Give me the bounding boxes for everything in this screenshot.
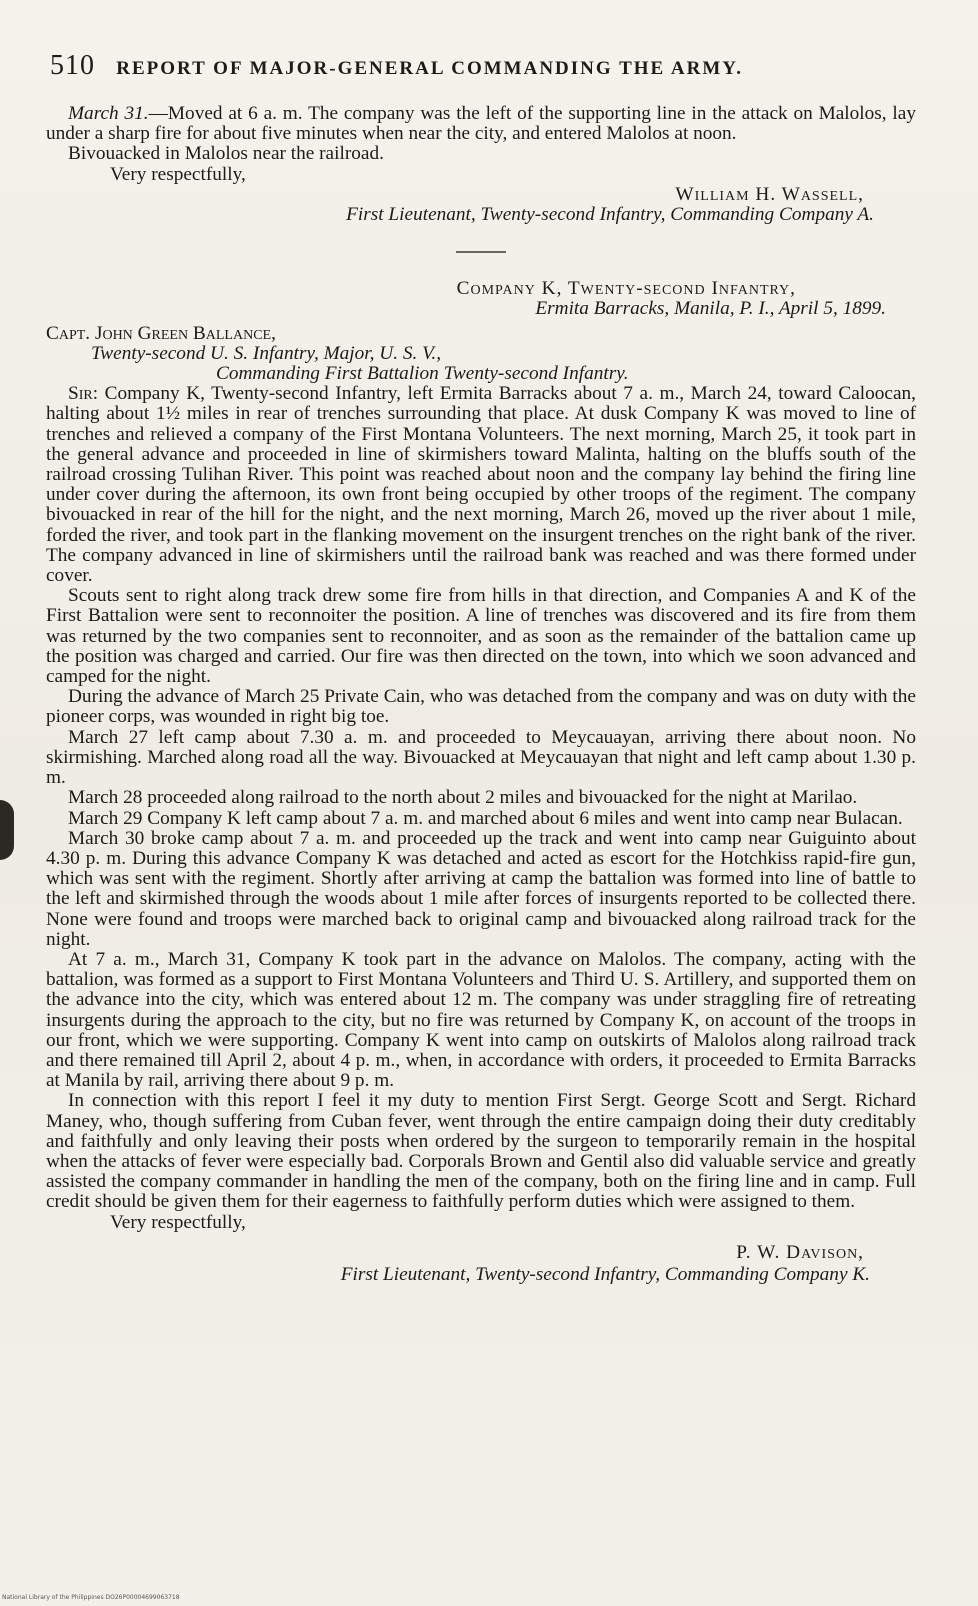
report-k-paragraph-9: In connection with this report I feel it my duty to mention First Sergt. George Scott and Sergt. Richard Maney, who, though suffering from Cuban fever, went through the entire campaign doing their duty creditably and faithfully and only leaving their posts when ordered by the surgeon to temporarily remain in the hospital when the attacks of fever were especially bad. Corporals Brown and Gentil also did valuable service and greatly assisted the company commander in handling the men of the company, both on the firing line and in camp. Full credit should be given them for their eagerness to faithfully perform duties which were assigned to them.: [46, 1090, 916, 1213]
report-a-signature: William H. Wassell,: [675, 183, 864, 205]
report-a-text-1: —Moved at 6 a. m. The company was the left of the supporting line in the attack on Malolos, lay under a sharp fire for about five minutes when near the city, and entered Malolos at noon.: [46, 103, 916, 145]
report-k-signature: P. W. Davison,: [736, 1241, 864, 1263]
page-body: [46, 104, 916, 1285]
addressee-name: Capt. John Green Ballance,: [46, 322, 276, 344]
report-a-paragraph-1: [46, 104, 916, 144]
running-title: REPORT OF MAJOR-GENERAL COMMANDING THE ARMY.: [116, 58, 743, 79]
binding-shadow: [0, 800, 14, 860]
report-k-heading-place: Ermita Barracks, Manila, P. I., April 5, 1899.: [535, 298, 886, 320]
report-k-paragraph-5: March 28 proceeded along railroad to the north about 2 miles and bivouacked for the night at Marilao.: [68, 787, 858, 809]
section-divider: [456, 251, 506, 253]
report-k-closing: Very respectfully,: [110, 1211, 246, 1233]
page-header: [50, 50, 910, 82]
report-k-paragraph-1: [46, 384, 916, 586]
report-k-paragraph-3: During the advance of March 25 Private Cain, who was detached from the company and was on duty with the pioneer corps, was wounded in right big toe.: [46, 686, 916, 728]
report-a-date: March 31.: [68, 103, 149, 124]
scan-footer: National Library of the Philippines DO26P00004699063718: [2, 1594, 180, 1601]
addressee-line-2: Twenty-second U. S. Infantry, Major, U. S. V.,: [91, 342, 442, 364]
report-k-paragraph-7: March 30 broke camp about 7 a. m. and proceeded up the track and went into camp near Guiguinto about 4.30 p. m. During this advance Company K was detached and acted as escort for the Hotchkiss rapid-fire gun, which was sent with the regiment. Shortly after arriving at camp the battalion was formed into line of battle to the left and skirmished through the woods about 1 mile after forces of insurgents reported to be collected there. None were found and troops were marched back to original camp and bivouacked along railroad track for the night.: [46, 827, 916, 950]
page-number: 510: [50, 50, 95, 81]
salutation: Sir:: [68, 383, 99, 405]
report-k-signer-title: First Lieutenant, Twenty-second Infantry, Commanding Company K.: [340, 1263, 870, 1285]
report-k-paragraph-4: March 27 left camp about 7.30 a. m. and proceeded to Meycauayan, arriving there about noon. No skirmishing. Marched along road all the way. Bivouacked at Meycauayan that night and left camp about 1.30 p. m.: [46, 726, 916, 789]
report-k-paragraph-2: Scouts sent to right along track drew some fire from hills in that direction, and Companies A and K of the First Battalion were sent to reconnoiter the position. A line of trenches was discovered and its fire from them was returned by the two companies sent to reconnoiter, and as soon as the remainder of the battalion came up the position was charged and carried. Our fire was then directed on the town, into which we soon advanced and camped for the night.: [46, 585, 916, 688]
report-a-paragraph-2: Bivouacked in Malolos near the railroad.: [68, 143, 384, 165]
report-k-paragraph-6: March 29 Company K left camp about 7 a. m. and marched about 6 miles and went into camp near Bulacan.: [68, 807, 903, 829]
report-k-paragraph-8: At 7 a. m., March 31, Company K took part in the advance on Malolos. The company, acting with the battalion, was formed as a support to First Montana Volunteers and Third U. S. Artillery, and supported them on the advance into the city, which was entered about 12 m. The company was under straggling fire of retreating insurgents during the approach to the city, but no fire was returned by Company K, on account of the troops in our front, which we were supporting. Company K went into camp on outskirts of Malolos along railroad track and there remained till April 2, about 4 p. m., when, in accordance with orders, it proceeded to Ermita Barracks at Manila by rail, arriving there about 9 p. m.: [46, 948, 916, 1092]
report-k-heading-unit: Company K, Twenty-second Infantry,: [456, 278, 796, 300]
report-a-closing: Very respectfully,: [110, 163, 246, 185]
report-k-text-1: Company K, Twenty-second Infantry, left Ermita Barracks about 7 a. m., March 24, toward Caloocan, halting about 1½ miles in rear of trenches surrounding that place. At dusk Company K was moved to line of trenches and relieved a company of the First Montana Volunteers. The next morning, March 25, it took part in the general advance and proceeded in line of skirmishers toward Malinta, halting on the bluffs south of the railroad crossing Tulihan River. This point was reached about noon and the company lay behind the firing line under cover during the afternoon, its own front being occupied by other troops of the regiment. The company bivouacked in rear of the hill for the night, and the next morning, March 26, moved up the river about 1 mile, forded the river, and took part in the flanking movement on the insurgent trenches on the right bank of the river. The company advanced in line of skirmishers until the railroad bank was reached and was there formed under cover.: [46, 383, 916, 587]
addressee-line-3: Commanding First Battalion Twenty-second Infantry.: [216, 363, 629, 385]
report-a-signer-title: First Lieutenant, Twenty-second Infantry, Commanding Company A.: [346, 204, 874, 226]
